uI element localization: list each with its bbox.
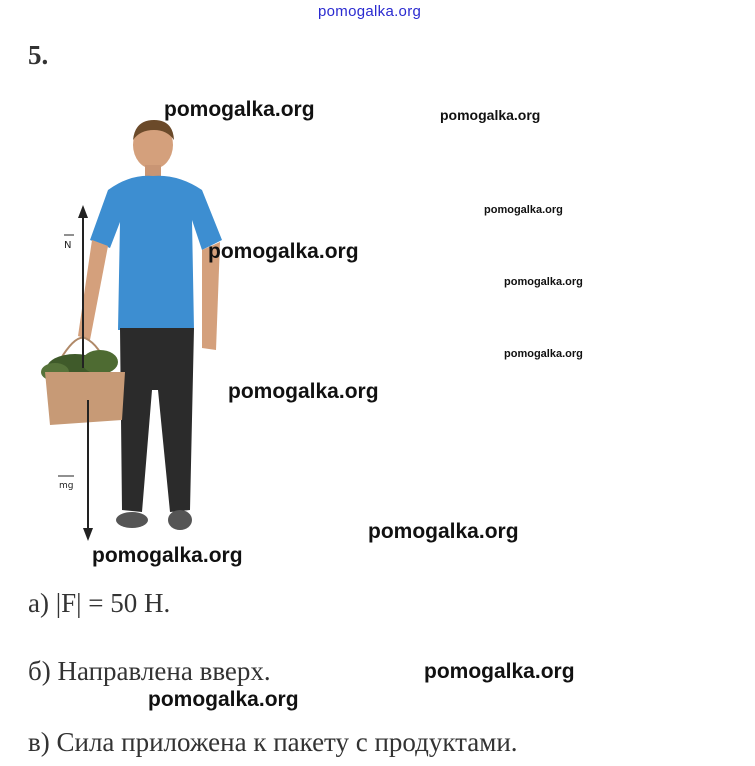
watermark: pomogalka.org <box>148 688 299 711</box>
answer-a: а) |F| = 50 Н. <box>28 588 171 618</box>
header-site-link[interactable]: pomogalka.org <box>318 3 422 20</box>
right-shoe <box>168 510 192 530</box>
force-label-down: mg <box>59 481 74 491</box>
force-label-up: N <box>64 240 72 251</box>
watermark: pomogalka.org <box>208 240 359 263</box>
pants <box>120 328 194 512</box>
watermark: pomogalka.org <box>228 380 379 403</box>
watermark: pomogalka.org <box>92 544 243 567</box>
watermark: pomogalka.org <box>164 98 315 121</box>
watermark: pomogalka.org <box>424 660 575 683</box>
watermark: pomogalka.org <box>504 348 583 360</box>
arrowhead-down-icon <box>83 528 93 541</box>
answer-c: в) Сила приложена к пакету с продуктами. <box>28 727 518 757</box>
grocery-bag <box>45 372 125 425</box>
man-with-bag-illustration <box>30 110 240 550</box>
watermark: pomogalka.org <box>368 520 519 543</box>
answer-b: б) Направлена вверх. <box>28 656 271 686</box>
watermark: pomogalka.org <box>484 204 563 216</box>
left-shoe <box>116 512 148 528</box>
watermark: pomogalka.org <box>440 107 541 123</box>
watermark: pomogalka.org <box>504 276 583 288</box>
task-number: 5. <box>28 40 49 70</box>
arrowhead-up-icon <box>78 205 88 218</box>
